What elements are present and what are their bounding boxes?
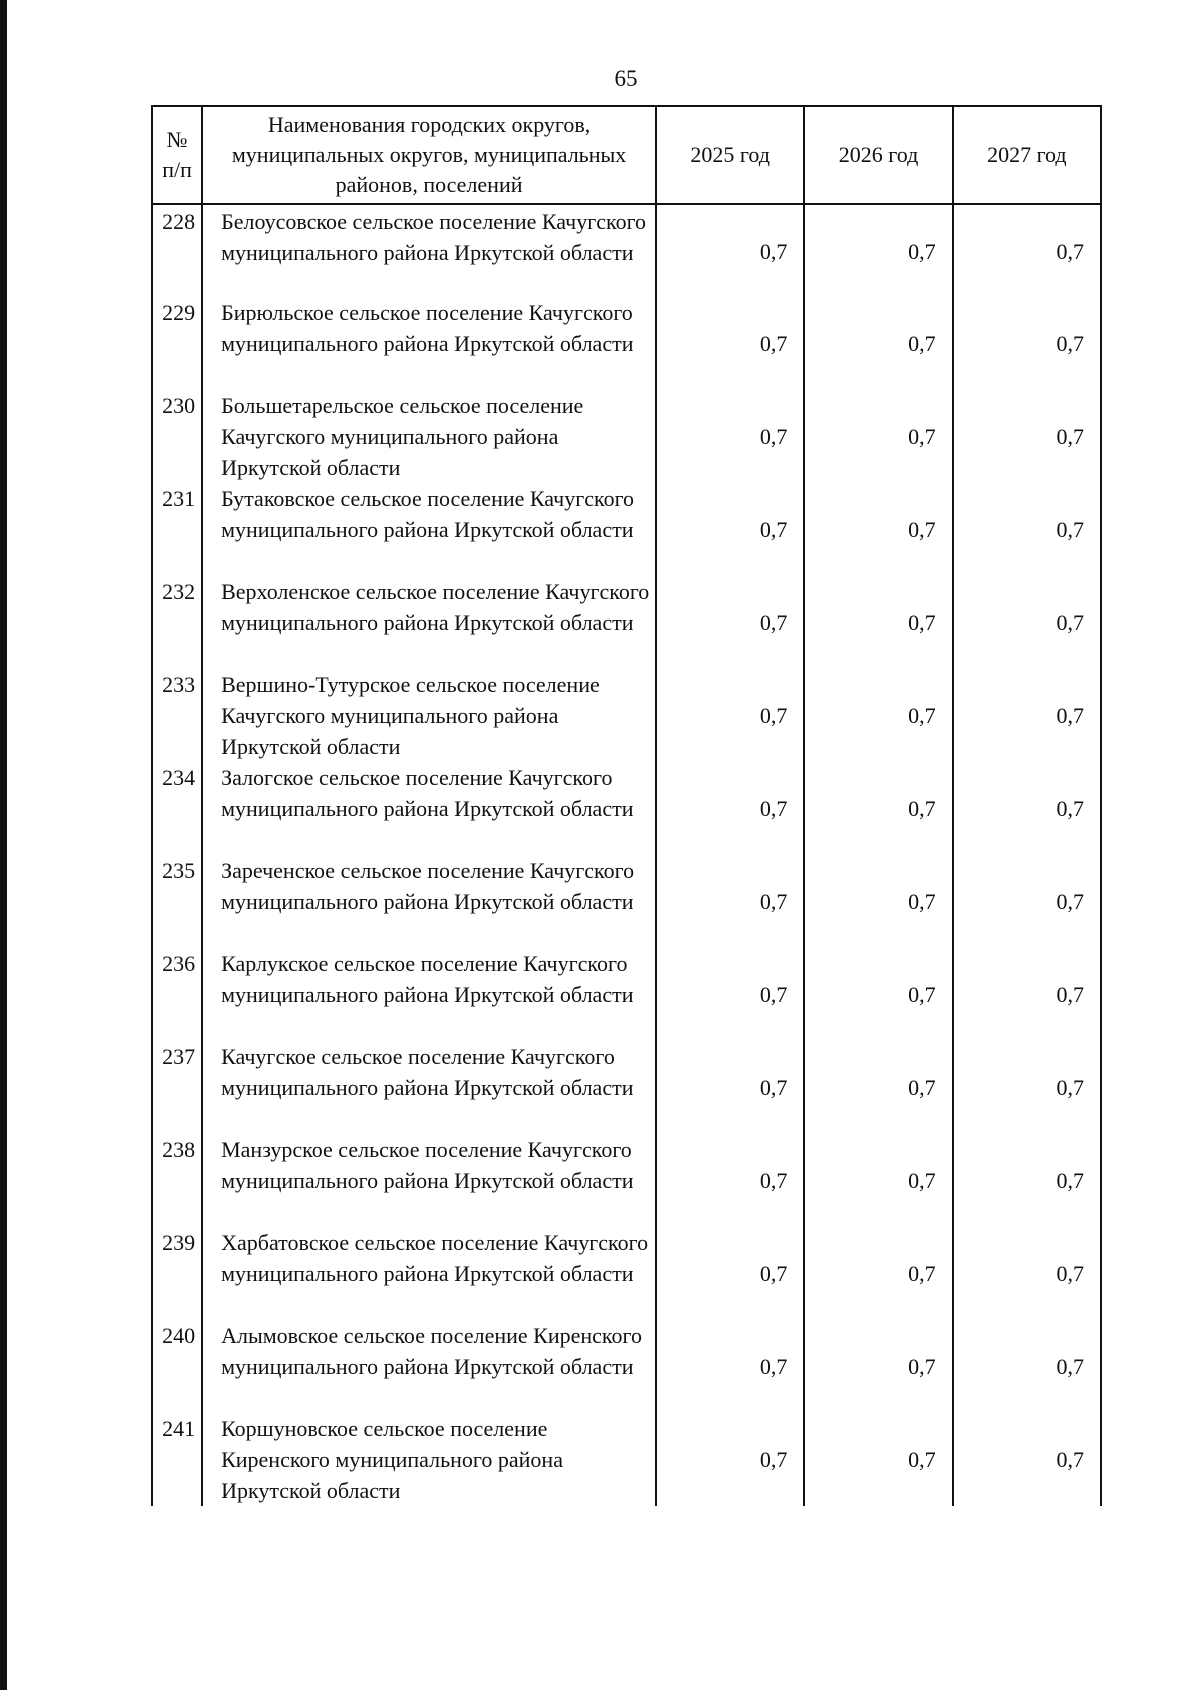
row-name: Зареченское сельское поселение Качугского муниципального района Иркутской области — [202, 855, 656, 948]
row-value-2026: 0,7 — [804, 1413, 952, 1506]
allocation-table — [151, 105, 1102, 1506]
header-name: Наименования городских округов, муниципальных округов, муниципальных районов, поселений — [202, 106, 656, 204]
row-value-2026: 0,7 — [804, 576, 952, 669]
header-2027: 2027 год — [953, 106, 1101, 204]
row-value-2025: 0,7 — [656, 1041, 804, 1134]
row-value-2026: 0,7 — [804, 948, 952, 1041]
table-row — [152, 855, 1101, 948]
row-name: Верхоленское сельское поселение Качугского муниципального района Иркутской области — [202, 576, 656, 669]
row-name: Манзурское сельское поселение Качугского муниципального района Иркутской области — [202, 1134, 656, 1227]
table-row — [152, 1320, 1101, 1413]
row-number: 237 — [152, 1041, 202, 1134]
row-value-2027: 0,7 — [953, 948, 1101, 1041]
row-number: 241 — [152, 1413, 202, 1506]
row-value-2026: 0,7 — [804, 390, 952, 483]
row-number: 233 — [152, 669, 202, 762]
row-value-2025: 0,7 — [656, 855, 804, 948]
row-name: Качугское сельское поселение Качугского муниципального района Иркутской области — [202, 1041, 656, 1134]
row-number: 232 — [152, 576, 202, 669]
table-row — [152, 1134, 1101, 1227]
row-value-2025: 0,7 — [656, 1134, 804, 1227]
row-value-2027: 0,7 — [953, 297, 1101, 390]
row-name: Вершино-Тутурское сельское поселение Качугского муниципального района Иркутской области — [202, 669, 656, 762]
row-value-2027: 0,7 — [953, 855, 1101, 948]
row-name: Коршуновское сельское поселение Киренского муниципального района Иркутской области — [202, 1413, 656, 1506]
row-value-2026: 0,7 — [804, 1041, 952, 1134]
row-number: 240 — [152, 1320, 202, 1413]
table-row — [152, 297, 1101, 390]
row-value-2025: 0,7 — [656, 1320, 804, 1413]
table-row — [152, 576, 1101, 669]
row-value-2025: 0,7 — [656, 390, 804, 483]
row-number: 238 — [152, 1134, 202, 1227]
row-value-2025: 0,7 — [656, 1227, 804, 1320]
row-value-2026: 0,7 — [804, 1134, 952, 1227]
row-value-2026: 0,7 — [804, 1227, 952, 1320]
row-value-2027: 0,7 — [953, 762, 1101, 855]
row-number: 231 — [152, 483, 202, 576]
row-value-2027: 0,7 — [953, 1413, 1101, 1506]
row-value-2025: 0,7 — [656, 576, 804, 669]
row-value-2025: 0,7 — [656, 669, 804, 762]
row-number: 234 — [152, 762, 202, 855]
table-row — [152, 483, 1101, 576]
row-value-2025: 0,7 — [656, 204, 804, 297]
row-value-2025: 0,7 — [656, 297, 804, 390]
row-value-2027: 0,7 — [953, 1320, 1101, 1413]
header-num: № п/п — [152, 106, 202, 204]
table-body — [152, 204, 1101, 1506]
header-row — [152, 106, 1101, 204]
table-row — [152, 948, 1101, 1041]
row-value-2026: 0,7 — [804, 762, 952, 855]
row-name: Залогское сельское поселение Качугского муниципального района Иркутской области — [202, 762, 656, 855]
table-row — [152, 1413, 1101, 1506]
row-value-2027: 0,7 — [953, 483, 1101, 576]
table-row — [152, 1041, 1101, 1134]
row-value-2025: 0,7 — [656, 483, 804, 576]
row-number: 229 — [152, 297, 202, 390]
row-name: Белоусовское сельское поселение Качугского муниципального района Иркутской области — [202, 204, 656, 297]
table-header — [152, 106, 1101, 204]
row-number: 228 — [152, 204, 202, 297]
row-value-2026: 0,7 — [804, 483, 952, 576]
row-name: Алымовское сельское поселение Киренского муниципального района Иркутской области — [202, 1320, 656, 1413]
row-name: Карлукское сельское поселение Качугского муниципального района Иркутской области — [202, 948, 656, 1041]
row-value-2026: 0,7 — [804, 855, 952, 948]
row-number: 235 — [152, 855, 202, 948]
table-row — [152, 1227, 1101, 1320]
row-value-2025: 0,7 — [656, 1413, 804, 1506]
row-name: Харбатовское сельское поселение Качугского муниципального района Иркутской области — [202, 1227, 656, 1320]
header-2026: 2026 год — [804, 106, 952, 204]
table-row — [152, 390, 1101, 483]
table-row — [152, 762, 1101, 855]
row-name: Большетарельское сельское поселение Качугского муниципального района Иркутской области — [202, 390, 656, 483]
row-value-2027: 0,7 — [953, 576, 1101, 669]
row-value-2027: 0,7 — [953, 390, 1101, 483]
row-name: Бутаковское сельское поселение Качугского муниципального района Иркутской области — [202, 483, 656, 576]
row-value-2027: 0,7 — [953, 1041, 1101, 1134]
row-value-2027: 0,7 — [953, 1134, 1101, 1227]
row-value-2027: 0,7 — [953, 204, 1101, 297]
row-name: Бирюльское сельское поселение Качугского муниципального района Иркутской области — [202, 297, 656, 390]
row-value-2025: 0,7 — [656, 948, 804, 1041]
row-number: 230 — [152, 390, 202, 483]
row-value-2026: 0,7 — [804, 297, 952, 390]
table-row — [152, 204, 1101, 297]
row-value-2026: 0,7 — [804, 1320, 952, 1413]
row-value-2027: 0,7 — [953, 669, 1101, 762]
table-row — [152, 669, 1101, 762]
row-number: 236 — [152, 948, 202, 1041]
row-value-2026: 0,7 — [804, 669, 952, 762]
header-2025: 2025 год — [656, 106, 804, 204]
row-value-2027: 0,7 — [953, 1227, 1101, 1320]
row-value-2025: 0,7 — [656, 762, 804, 855]
scan-edge-bar — [0, 0, 7, 1690]
page-number: 65 — [614, 66, 638, 91]
row-number: 239 — [152, 1227, 202, 1320]
row-value-2026: 0,7 — [804, 204, 952, 297]
